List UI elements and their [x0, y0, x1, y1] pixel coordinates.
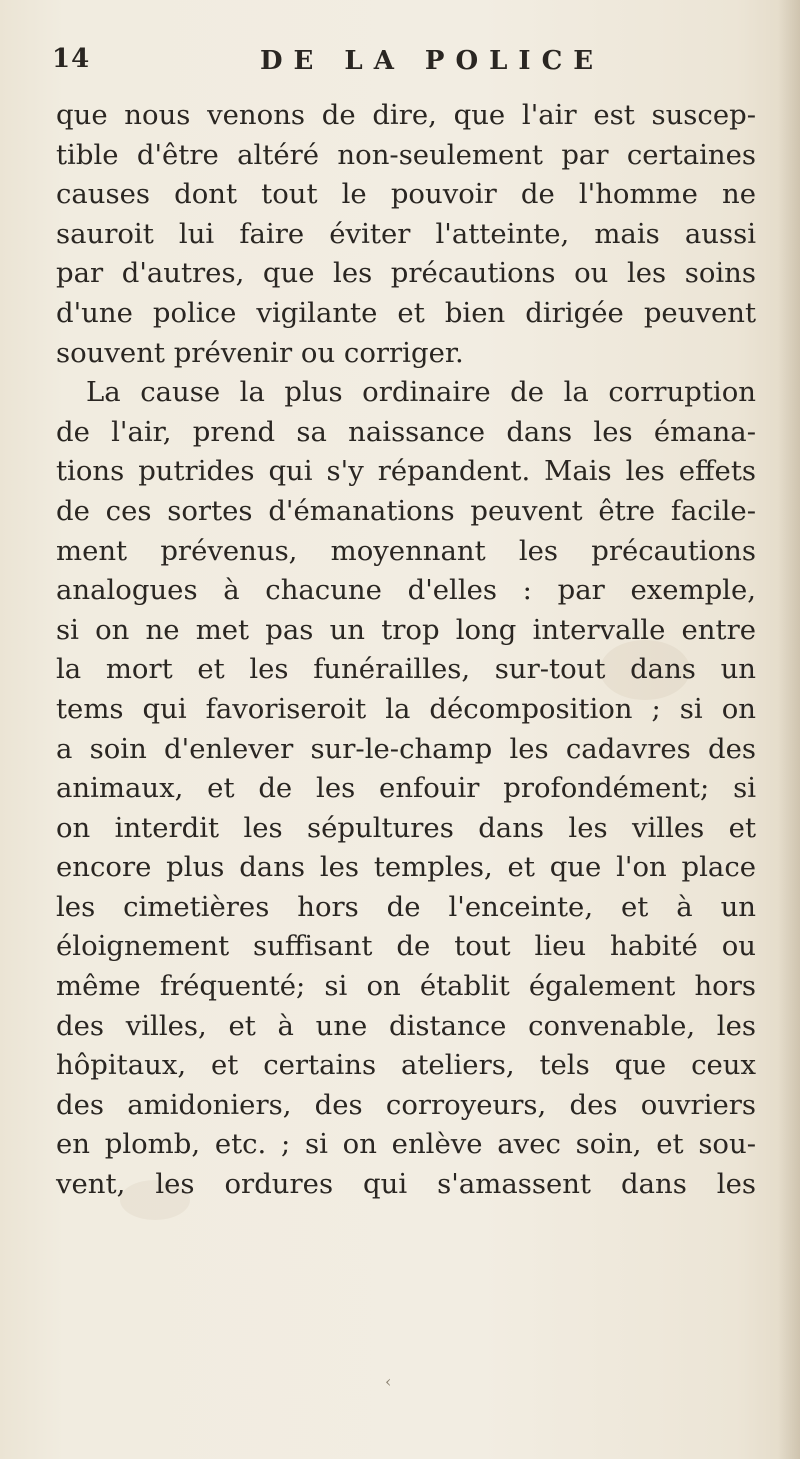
text-line: tems qui favoriseroit la décomposition ; si on [56, 692, 756, 725]
text-line: éloignement suffisant de tout lieu habité ou [56, 930, 756, 963]
body-text [56, 96, 756, 1205]
text-line: ment prévenus, moyennant les précautions [56, 534, 756, 567]
text-line: des villes, et à une distance convenable, les [56, 1009, 756, 1042]
text-line: causes dont tout le pouvoir de l'homme ne [56, 178, 756, 211]
text-line: d'une police vigilante et bien dirigée peuvent [56, 296, 756, 329]
text-line: en plomb, etc. ; si on enlève avec soin, et sou- [56, 1128, 756, 1161]
page-number: 14 [52, 44, 91, 74]
text-line: encore plus dans les temples, et que l'on place [56, 851, 756, 884]
text-line: analogues à chacune d'elles : par exemple, [56, 574, 756, 607]
text-line: hôpitaux, et certains ateliers, tels que ceux [56, 1049, 756, 1082]
text-line: on interdit les sépultures dans les villes et [56, 811, 756, 844]
text-line: de ces sortes d'émanations peuvent être facile- [56, 494, 756, 527]
text-line: de l'air, prend sa naissance dans les émana- [56, 415, 756, 448]
running-title: DE LA POLICE [260, 46, 605, 76]
text-line: a soin d'enlever sur-le-champ les cadavres des [56, 732, 756, 765]
text-line: des amidoniers, des corroyeurs, des ouvriers [56, 1088, 756, 1121]
text-line: si on ne met pas un trop long intervalle entre [56, 613, 756, 646]
text-line: tible d'être altéré non-seulement par certaines [56, 138, 756, 171]
text-line: que nous venons de dire, que l'air est suscep- [56, 99, 756, 131]
text-line: tions putrides qui s'y répandent. Mais les effets [56, 455, 756, 488]
page-edge-shadow [778, 0, 800, 1459]
text-line: sauroit lui faire éviter l'atteinte, mais aussi [56, 217, 756, 250]
text-line: par d'autres, que les précautions ou les soins [56, 257, 756, 290]
text-line: animaux, et de les enfouir profondément; si [56, 772, 756, 805]
text-line: vent, les ordures qui s'amassent dans les [56, 1168, 756, 1201]
text-line: La cause la plus ordinaire de la corruption [86, 376, 756, 409]
text-line: même fréquenté; si on établit également hors [56, 970, 756, 1003]
page-header [52, 38, 752, 82]
text-line: les cimetières hors de l'enceinte, et à un [56, 890, 756, 923]
page-mark: ‹ [385, 1372, 392, 1391]
text-line: souvent prévenir ou corriger. [56, 336, 464, 369]
text-line: la mort et les funérailles, sur-tout dans un [56, 653, 756, 686]
